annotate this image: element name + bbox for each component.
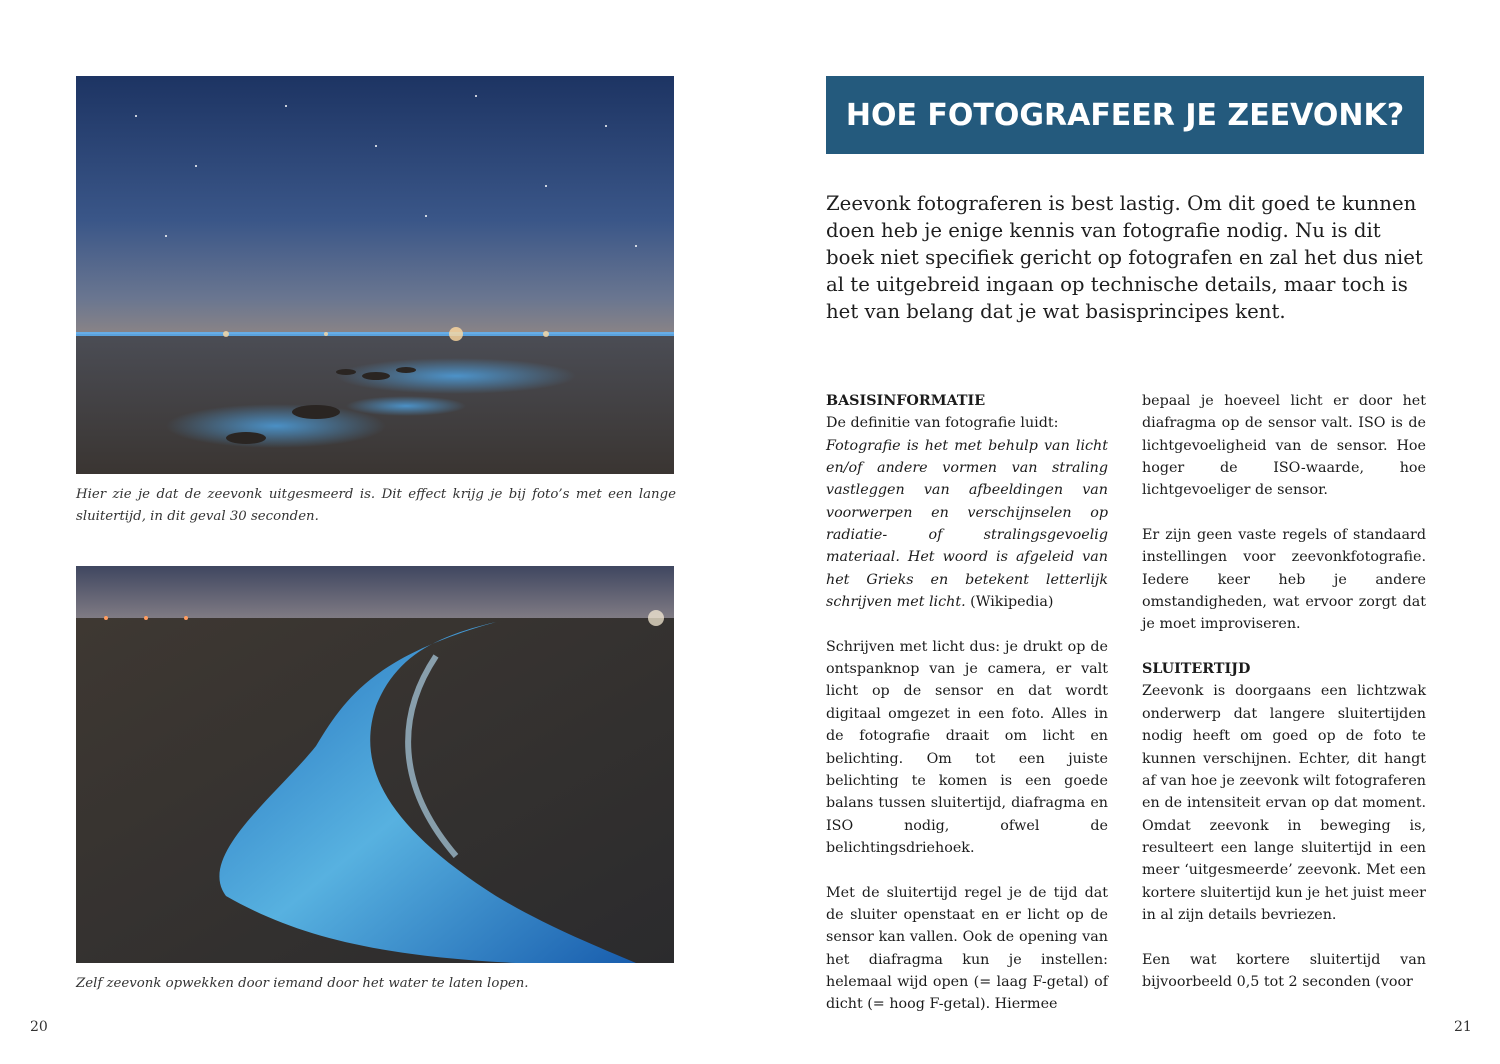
section-heading-sluitertijd: SLUITERTIJD [1142,661,1251,678]
text-column-1 [826,390,1108,1016]
section-heading-basisinformatie: BASISINFORMATIE [826,393,986,409]
paragraph-sluitertijd-intro: Zeevonk is doorgaans een lichtzwak onderwerp dat langere sluitertijden nodig heeft om goed op de foto te kunnen verschijnen. Echter, dit hangt af van hoe je zeevonk wilt fotograferen en de intensiteit ervan op dat moment. Omdat zeevonk in beweging is, resulteert een lange sluitertijd in een meer ‘uitgesmeerde’ zeevonk. Met een kortere sluitertijd kun je het juist meer in al zijn details bevriezen. [1142,683,1426,923]
definition-quote: Fotografie is het met behulp van licht en/of andere vormen van straling vastleggen van afbeeldingen van voorwerpen en verschijnselen op radiatie- of stralingsgevoelig materiaal. Het woord is afgeleid van het Grieks en betekent letterlijk schrijven met licht. [826,437,1108,611]
photo-caption-1: Hier zie je dat de zeevonk uitgesmeerd is. Dit effect krijg je bij foto’s met een lange sluitertijd, in dit geval 30 seconden. [76,487,676,524]
intro-paragraph: Zeevonk fotograferen is best lastig. Om dit goed te kunnen doen heb je enige kennis van fotografie nodig. Nu is dit boek niet specifiek gericht op fotografen en zal het dus niet al te uitgebreid ingaan op technische details, maar toch is het van belang dat je wat basisprincipes kent. [826,192,1423,323]
page-number-left: 20 [30,1019,48,1035]
chapter-title [826,76,1424,154]
photo-starry-beach [76,76,674,474]
page-number-right: 21 [1454,1019,1472,1035]
chapter-title-text: HOE FOTOGRAFEER JE ZEEVONK? [845,97,1405,133]
paragraph-sluitertijd-diafragma: Met de sluitertijd regel je de tijd dat de sluiter openstaat en er licht op de sensor kan vallen. Ook de opening van het diafragma kun je instellen: helemaal wijd open (= laag F-getal) of dicht (= hoog F-getal). Hiermee [826,884,1108,1013]
photo-caption-2: Zelf zeevonk opwekken door iemand door het water te laten lopen. [76,976,529,991]
paragraph-kortere-sluitertijd: Een wat kortere sluitertijd van bijvoorbeeld 0,5 tot 2 seconden (voor [1142,951,1426,990]
paragraph-iso-continued: bepaal je hoeveel licht er door het diafragma op de sensor valt. ISO is de lichtgevoeligheid van de sensor. Hoe hoger de ISO-waarde, hoe lichtgevoeliger de sensor. [1142,393,1426,499]
paragraph-geen-vaste-regels: Er zijn geen vaste regels of standaard instellingen voor zeevonkfotografie. Iedere keer heb je andere omstandigheden, wat ervoor zorgt dat je moet improviseren. [1142,527,1426,633]
paragraph-schrijven: Schrijven met licht dus: je drukt op de ontspanknop van je camera, er valt licht op de sensor en dat wordt digitaal omgezet in een foto. Alles in de fotografie draait om licht en belichting. Om tot een juiste belichting te komen is een goede balans tussen sluitertijd, diafragma en ISO nodig, ofwel de belichtingsdriehoek. [826,638,1108,856]
definition-source: (Wikipedia) [965,594,1054,611]
photo-glowing-shoreline [76,566,674,963]
text-column-2 [1142,390,1426,993]
definition-lead: De definitie van fotografie luidt: [826,415,1059,432]
